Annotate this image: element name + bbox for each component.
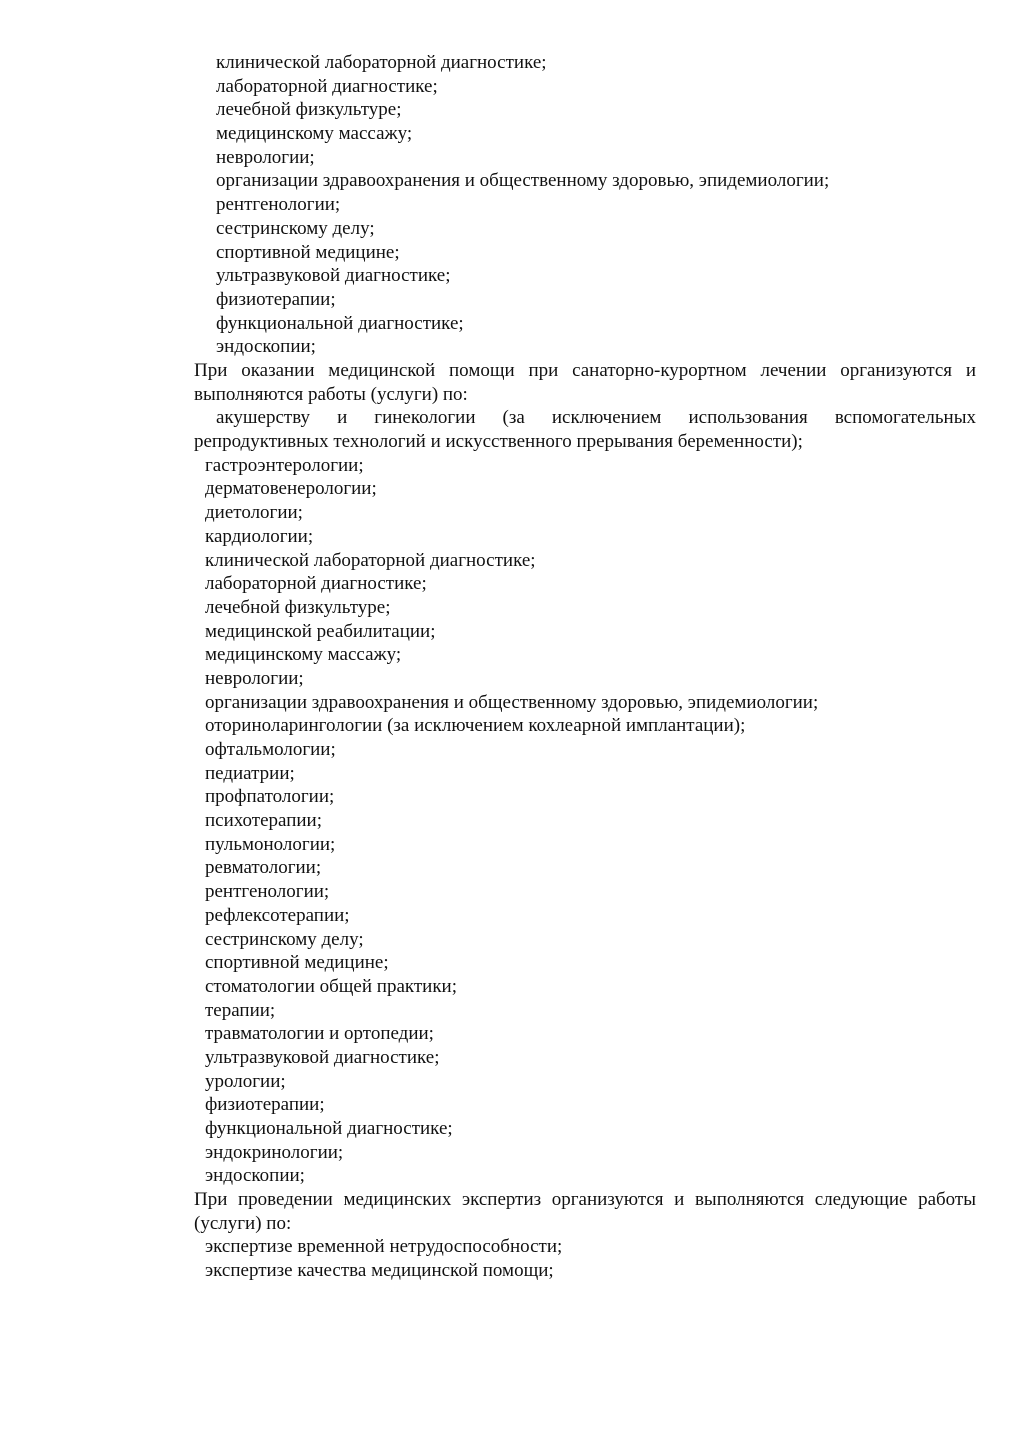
list-item: сестринскому делу; [205, 928, 364, 950]
list-item: диетологии; [205, 502, 303, 524]
expertise-intro-paragraph: При проведении медицинских экспертиз организуются и выполняются следующие работы (услуги) по: [194, 1189, 976, 1234]
list-item: гастроэнтерологии; [205, 454, 364, 476]
list-item: офтальмологии; [205, 739, 336, 760]
list-services-continued [194, 51, 976, 359]
list-item: организации здравоохранения и общественному здоровью, эпидемиологии; [205, 691, 819, 713]
list-item: рентгенологии; [216, 194, 341, 216]
list-item: лабораторной диагностике; [216, 75, 438, 97]
list-item: физиотерапии; [205, 1094, 325, 1116]
list-item: стоматологии общей практики; [205, 975, 458, 997]
list-item: лечебной физкультуре; [216, 99, 402, 121]
list-item: организации здравоохранения и общественному здоровью, эпидемиологии; [216, 170, 830, 192]
list-item: экспертизе качества медицинской помощи; [205, 1260, 554, 1282]
list-item: ультразвуковой диагностике; [205, 1046, 440, 1068]
list-item: спортивной медицине; [205, 952, 389, 974]
list-item: медицинскому массажу; [205, 644, 402, 666]
list-item-line-2: репродуктивных технологий и искусственного прерывания беременности); [194, 431, 803, 453]
list-item: урологии; [205, 1070, 286, 1092]
list-item: лечебной физкультуре; [205, 596, 391, 618]
list-item: оториноларингологии (за исключением кохлеарной имплантации); [205, 715, 746, 737]
list-item-wrapped [194, 406, 976, 453]
list-item: эндокринологии; [205, 1141, 344, 1163]
list-item: клинической лабораторной диагностике; [216, 52, 547, 73]
list-item: эндоскопии; [216, 336, 316, 358]
document-body [194, 51, 976, 1283]
list-item: клинической лабораторной диагностике; [205, 549, 536, 571]
list-item: педиатрии; [205, 762, 295, 784]
list-item: психотерапии; [205, 810, 322, 832]
list-sanatorium-services [194, 454, 976, 1188]
list-item: профпатологии; [205, 786, 335, 808]
list-item: физиотерапии; [216, 288, 336, 310]
list-item: медицинскому массажу; [216, 123, 413, 145]
sanatorium-intro-paragraph: При оказании медицинской помощи при санаторно-курортном лечении организуются и выполняются работы (услуги) по: [194, 359, 976, 405]
list-item: спортивной медицине; [216, 241, 400, 263]
list-item: пульмонологии; [205, 833, 336, 855]
list-item: дерматовенерологии; [205, 478, 377, 500]
list-item: ревматологии; [205, 857, 322, 879]
list-item: функциональной диагностике; [205, 1118, 453, 1139]
list-item: рефлексотерапии; [205, 904, 350, 926]
list-item: неврологии; [216, 146, 315, 168]
list-item: ультразвуковой диагностике; [216, 265, 451, 287]
list-expertise-services [194, 1235, 976, 1282]
list-item: лабораторной диагностике; [205, 573, 427, 595]
list-item: экспертизе временной нетрудоспособности; [205, 1236, 563, 1258]
list-item: сестринскому делу; [216, 217, 375, 239]
list-item: медицинской реабилитации; [205, 620, 436, 642]
list-item: эндоскопии; [205, 1165, 305, 1187]
list-item: функциональной диагностике; [216, 312, 464, 334]
list-item-line-1: акушерству и гинекологии (за исключением использования вспомогательных [216, 407, 976, 429]
list-item: травматологии и ортопедии; [205, 1023, 434, 1045]
list-item: терапии; [205, 999, 276, 1021]
list-item: рентгенологии; [205, 881, 330, 903]
list-item: кардиологии; [205, 525, 314, 547]
list-item: неврологии; [205, 667, 304, 689]
